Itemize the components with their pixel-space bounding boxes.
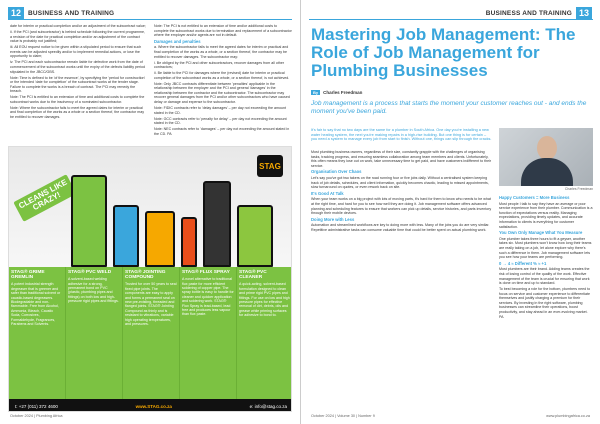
left-header-divider bbox=[8, 19, 292, 20]
photo-caption: Charles Freedman bbox=[564, 187, 593, 191]
product-item bbox=[237, 267, 292, 399]
product-item bbox=[66, 267, 123, 399]
subheading: It's Good At Talk bbox=[311, 190, 344, 196]
right-section-label: BUSINESS AND TRAINING bbox=[485, 9, 572, 17]
right-page-footer-issue: October 2024 | Volume 30 | Number 9 bbox=[311, 414, 375, 418]
right-page-number: 13 bbox=[576, 7, 592, 20]
subheading-damages: Damages and penalties bbox=[154, 38, 201, 44]
byline-tag: By bbox=[313, 90, 319, 95]
left-column-1 bbox=[10, 24, 146, 121]
paragraph: Note: NEC contracts refer to 'damages' – per day not exceeding the amount stated in the CD. PA bbox=[154, 127, 290, 136]
product-tin-jointing-compound bbox=[145, 211, 175, 267]
paragraph: To best becoming a role for the bottom, plumbers need to focus on service and customer experience to differentiate themselves and justify charging a premium for their services. By investing in the right software, plumbing businesses can streamline their operations, boost productivity, and stay ahead in an ever-evolving market. PA bbox=[499, 287, 591, 319]
product-title: STAG® FLUX SPRAY bbox=[182, 270, 230, 275]
right-column-1 bbox=[311, 150, 493, 234]
subheading: Doing More with Less bbox=[311, 216, 355, 222]
product-tin-pvc-cleaner bbox=[237, 205, 273, 267]
advert-product-banner bbox=[9, 147, 292, 267]
paragraph: iv. The PCI and each subcontractor remain liable for defective work from the date of commencement of the subcontract works until the expiry of the defects liability period stipulated in the JBCC/GBS. bbox=[10, 60, 146, 74]
author-photo-body bbox=[521, 158, 573, 186]
subheading: Organisation Over Chaos bbox=[311, 169, 362, 175]
subheading: You Own Only Manage What You Measure bbox=[499, 230, 583, 236]
article-title: Mastering Job Management: The Role of Job Management for Plumbing Businesses bbox=[311, 25, 576, 80]
paragraph: When your team works on a big project with lots of moving parts, it's hard for them to know who needs to be what at the right time, and hard for you to see how well they are doing it. Job management software offers advanced planning and scheduling features to ensure that workers can pick up details, service histories, and parts inventory through their mobile devices. bbox=[311, 197, 492, 216]
paragraph: a. Where the subcontractor fails to meet the agreed dates for interim or practical and final completion of the works as a whole, or a section thereof, the contractor may be entitled to recover damages. The subcontractor may: bbox=[154, 45, 289, 59]
left-page-number: 12 bbox=[8, 7, 24, 20]
advert-website[interactable]: www.STAG.co.za bbox=[135, 403, 172, 409]
author-name: Charles Freedman bbox=[323, 90, 363, 95]
paragraph: Most plumbing business owners, regardless of their size, constantly grapple with the challenges of organising tasks, tracking progress, and ensuring seamless collaboration among team members and clients. Unfortunately, this often means they lose out on work, take unnecessary time to get paid, and have customers indifferent to their service. bbox=[311, 150, 492, 168]
subheading: 0 → 4 ≈ Different % ≈ +1 bbox=[499, 260, 547, 266]
right-column-2 bbox=[499, 194, 593, 321]
paragraph: iii. All EOU request notice to be given within a stipulated period to ensure that such events can be adjusted speedily and/or to implement remedial actions, or lose the opportunity to claim; bbox=[10, 45, 142, 59]
product-item bbox=[9, 267, 66, 399]
product-desc: A novel alternative to traditional flux paste for more efficient soldering of copper pipe. The spray bottle is easy to handle for cleaner and quicker application and soldering work. STAG® Flux Spray is lead-based, lead free and produces less vapour than flux paste. bbox=[182, 277, 234, 317]
article-intro: It's fair to say that no two days are the same for a plumber in South Africa. One day you're installing a new water heating system, the next you're making repairs in a high-rise building. But one thing is for certain – you need a system to manage every job from start to finish. Without one, things can slip through the cracks. bbox=[311, 128, 492, 142]
product-title: STAG® JOINTING COMPOUND bbox=[125, 270, 166, 281]
product-tin-pvc-weld bbox=[113, 205, 139, 267]
right-page-header bbox=[482, 6, 592, 20]
paragraph: Note: Where the subcontractor fails to meet the agreed dates for interim or practical and final completion of the works as a whole or a section thereof, the contractor may be entitled to recover damages. bbox=[10, 105, 145, 120]
paragraph: Let's say you've got two takers on the road running four or five jobs daily. Without a centralised system keeping track of job details, schedules, and client information, quickly becomes chaotic, leading to missed appointments, slow turnaround on quotes, or even rework back on site. bbox=[311, 175, 489, 190]
byline bbox=[311, 90, 362, 95]
slogan-badge: CLEANS LIKE CRAZY! bbox=[13, 174, 76, 222]
author-photo-head bbox=[537, 136, 557, 160]
product-title: STAG® PVC WELD bbox=[68, 270, 112, 275]
product-desc: A potent industrial strength degreaser that is greener and safer than traditional solvent or caustic-based degreasers. Biodegradable and non-flammable. Free from Alcohol, Ammonia, Bleach, Caustic Soda, Corrosives, Formaldehyde, Fragrances, Parabens and Solvents. bbox=[11, 282, 61, 327]
product-title: STAG® PVC CLEANER bbox=[239, 270, 267, 281]
article-standfirst: Job management is a process that starts the moment your customer reaches out - and ends the moment you've been paid. bbox=[311, 100, 587, 115]
right-page-footer-web[interactable]: www.plumbingafrica.co.za bbox=[546, 414, 590, 418]
product-item bbox=[123, 267, 180, 399]
paragraph: Note: Only JBCC contracts differentiate between 'penalties' applicable in the relationship between the employer and the PCI and general 'damages' in the relationship between the contractor and the subcontractor. The subcontractor may recover general damages from the PCI and/or other subcontractors who have caused delay or damage and expense to the subcontractor. bbox=[154, 81, 290, 105]
product-desc: A quick-acting, solvent-based formulation designed to clean and prime rigid PVC pipes and fittings. For use on low and high pressure pipes for effective removal of dirt, debris, oils and grease while priming surfaces for adhesive to bond to. bbox=[239, 282, 290, 318]
paragraph: Most plumbers are their brand. Adding teams creates the risk of losing control of the quality of the work. Effective management of the team is crucial for ensuring that work is done on time and up to standard. bbox=[499, 267, 590, 286]
paragraph: Note: FIDIC contracts refer to 'delay damages' – per day not exceeding the amount stated in the CD. bbox=[154, 106, 287, 115]
advert-phone: t: +27 (011) 372 4600 bbox=[15, 403, 58, 409]
paragraph: Automation and streamlined workflows are key to doing more with less. Many of the jobs you do are very similar. Repetitive administrative tasks can consume valuable time that could be better spent on actual plumbing work. bbox=[311, 223, 490, 232]
left-page-header bbox=[8, 6, 118, 20]
left-page-footer: October 2024 | Plumbing Africa bbox=[10, 414, 63, 418]
product-item bbox=[180, 267, 237, 399]
stag-advert bbox=[8, 146, 292, 412]
paragraph: One plumber takes three hours to fit a geyser, another takes six. Most plumbers won't know how long their teams are really taking on a job, let alone explore why there's such a difference in them. Job management software lets you see how your teams are performing. bbox=[499, 236, 592, 260]
left-column-2 bbox=[154, 24, 292, 138]
paragraph: date for interim or practical completion and/or an adjustment of the subcontract value; bbox=[10, 24, 146, 28]
product-desc: A solvent-based welding adhesive for a strong, permanent bond on PVC (plastic, plumbing pipes and fittings) on both low and high-pressure rigid pipes and fittings. bbox=[68, 277, 119, 304]
advert-email[interactable]: e: info@stag.co.za bbox=[249, 403, 287, 409]
product-spray-flux bbox=[203, 181, 231, 267]
paragraph: ii. If the PCI (and subcontractor) is behind schedule following the current programme, a revision of the date for practical completion and/or an adjustment of the contract value is probably not justified; bbox=[10, 29, 146, 44]
paragraph: ii. Be liable to the PCI for damages where the (revised) date for interim or practical completion of the subcontract works as a whole, or a section thereof, is not achieved. bbox=[154, 71, 290, 80]
paragraph: Note: The PCI is not entitled to an extension of time and/or additional costs to complete the subcontract works due to termination and replacement of a subcontractor where the employer and/or agents are not in default. bbox=[154, 24, 292, 38]
subheading: Happy Customers = More Business bbox=[499, 195, 570, 200]
product-descriptions bbox=[9, 267, 292, 399]
paragraph: Note: The PCI is entitled to an extension of time and additional costs to complete the subcontract works due to the insolvency of a nominated subcontractor. bbox=[10, 95, 145, 104]
right-page bbox=[300, 0, 600, 424]
product-can-grime-gremlin bbox=[71, 175, 107, 267]
advert-contact-bar bbox=[9, 399, 292, 412]
left-section-label: BUSINESS AND TRAINING bbox=[28, 9, 115, 17]
paragraph: Most people I talk to say they have an average or poor service experience from their plumber. Communication is a function of expectations versus reality. Managing expectations, providing timely updates, and accurate information to clients is everything for customer satisfaction. bbox=[499, 201, 593, 229]
product-title: STAG® GRIME GREMLIN bbox=[11, 270, 45, 281]
product-desc: Trusted for over 50 years to seal fixed pipe joints. The components are easy to apply and forms a permanent seal on new pre-existing, threaded and flanged joints. STAG® Jointing Compound as thinly and is resistant to vibrations, variable high operating temperatures, and pressures. bbox=[125, 282, 177, 327]
stag-logo: STAG bbox=[257, 155, 283, 177]
paragraph: Note: Time is defined to be 'of the essence', by specifying the 'period for construction' or the intended 'date for completion' of the subcontract works at the tender stage. Failure to complete the works is a breach of contract. The PCI may remedy the breach. bbox=[10, 75, 146, 94]
author-photo bbox=[499, 128, 593, 186]
product-tube-jointing bbox=[181, 217, 197, 267]
paragraph: Note: GCC contracts refer to 'penalty for delay' – per day not exceeding the amount stated in the CD. bbox=[154, 116, 287, 126]
paragraph: i. Be obliged by the PCI and other subcontractors, recover damages from all other contractors; bbox=[154, 60, 285, 70]
right-header-divider bbox=[309, 19, 593, 20]
